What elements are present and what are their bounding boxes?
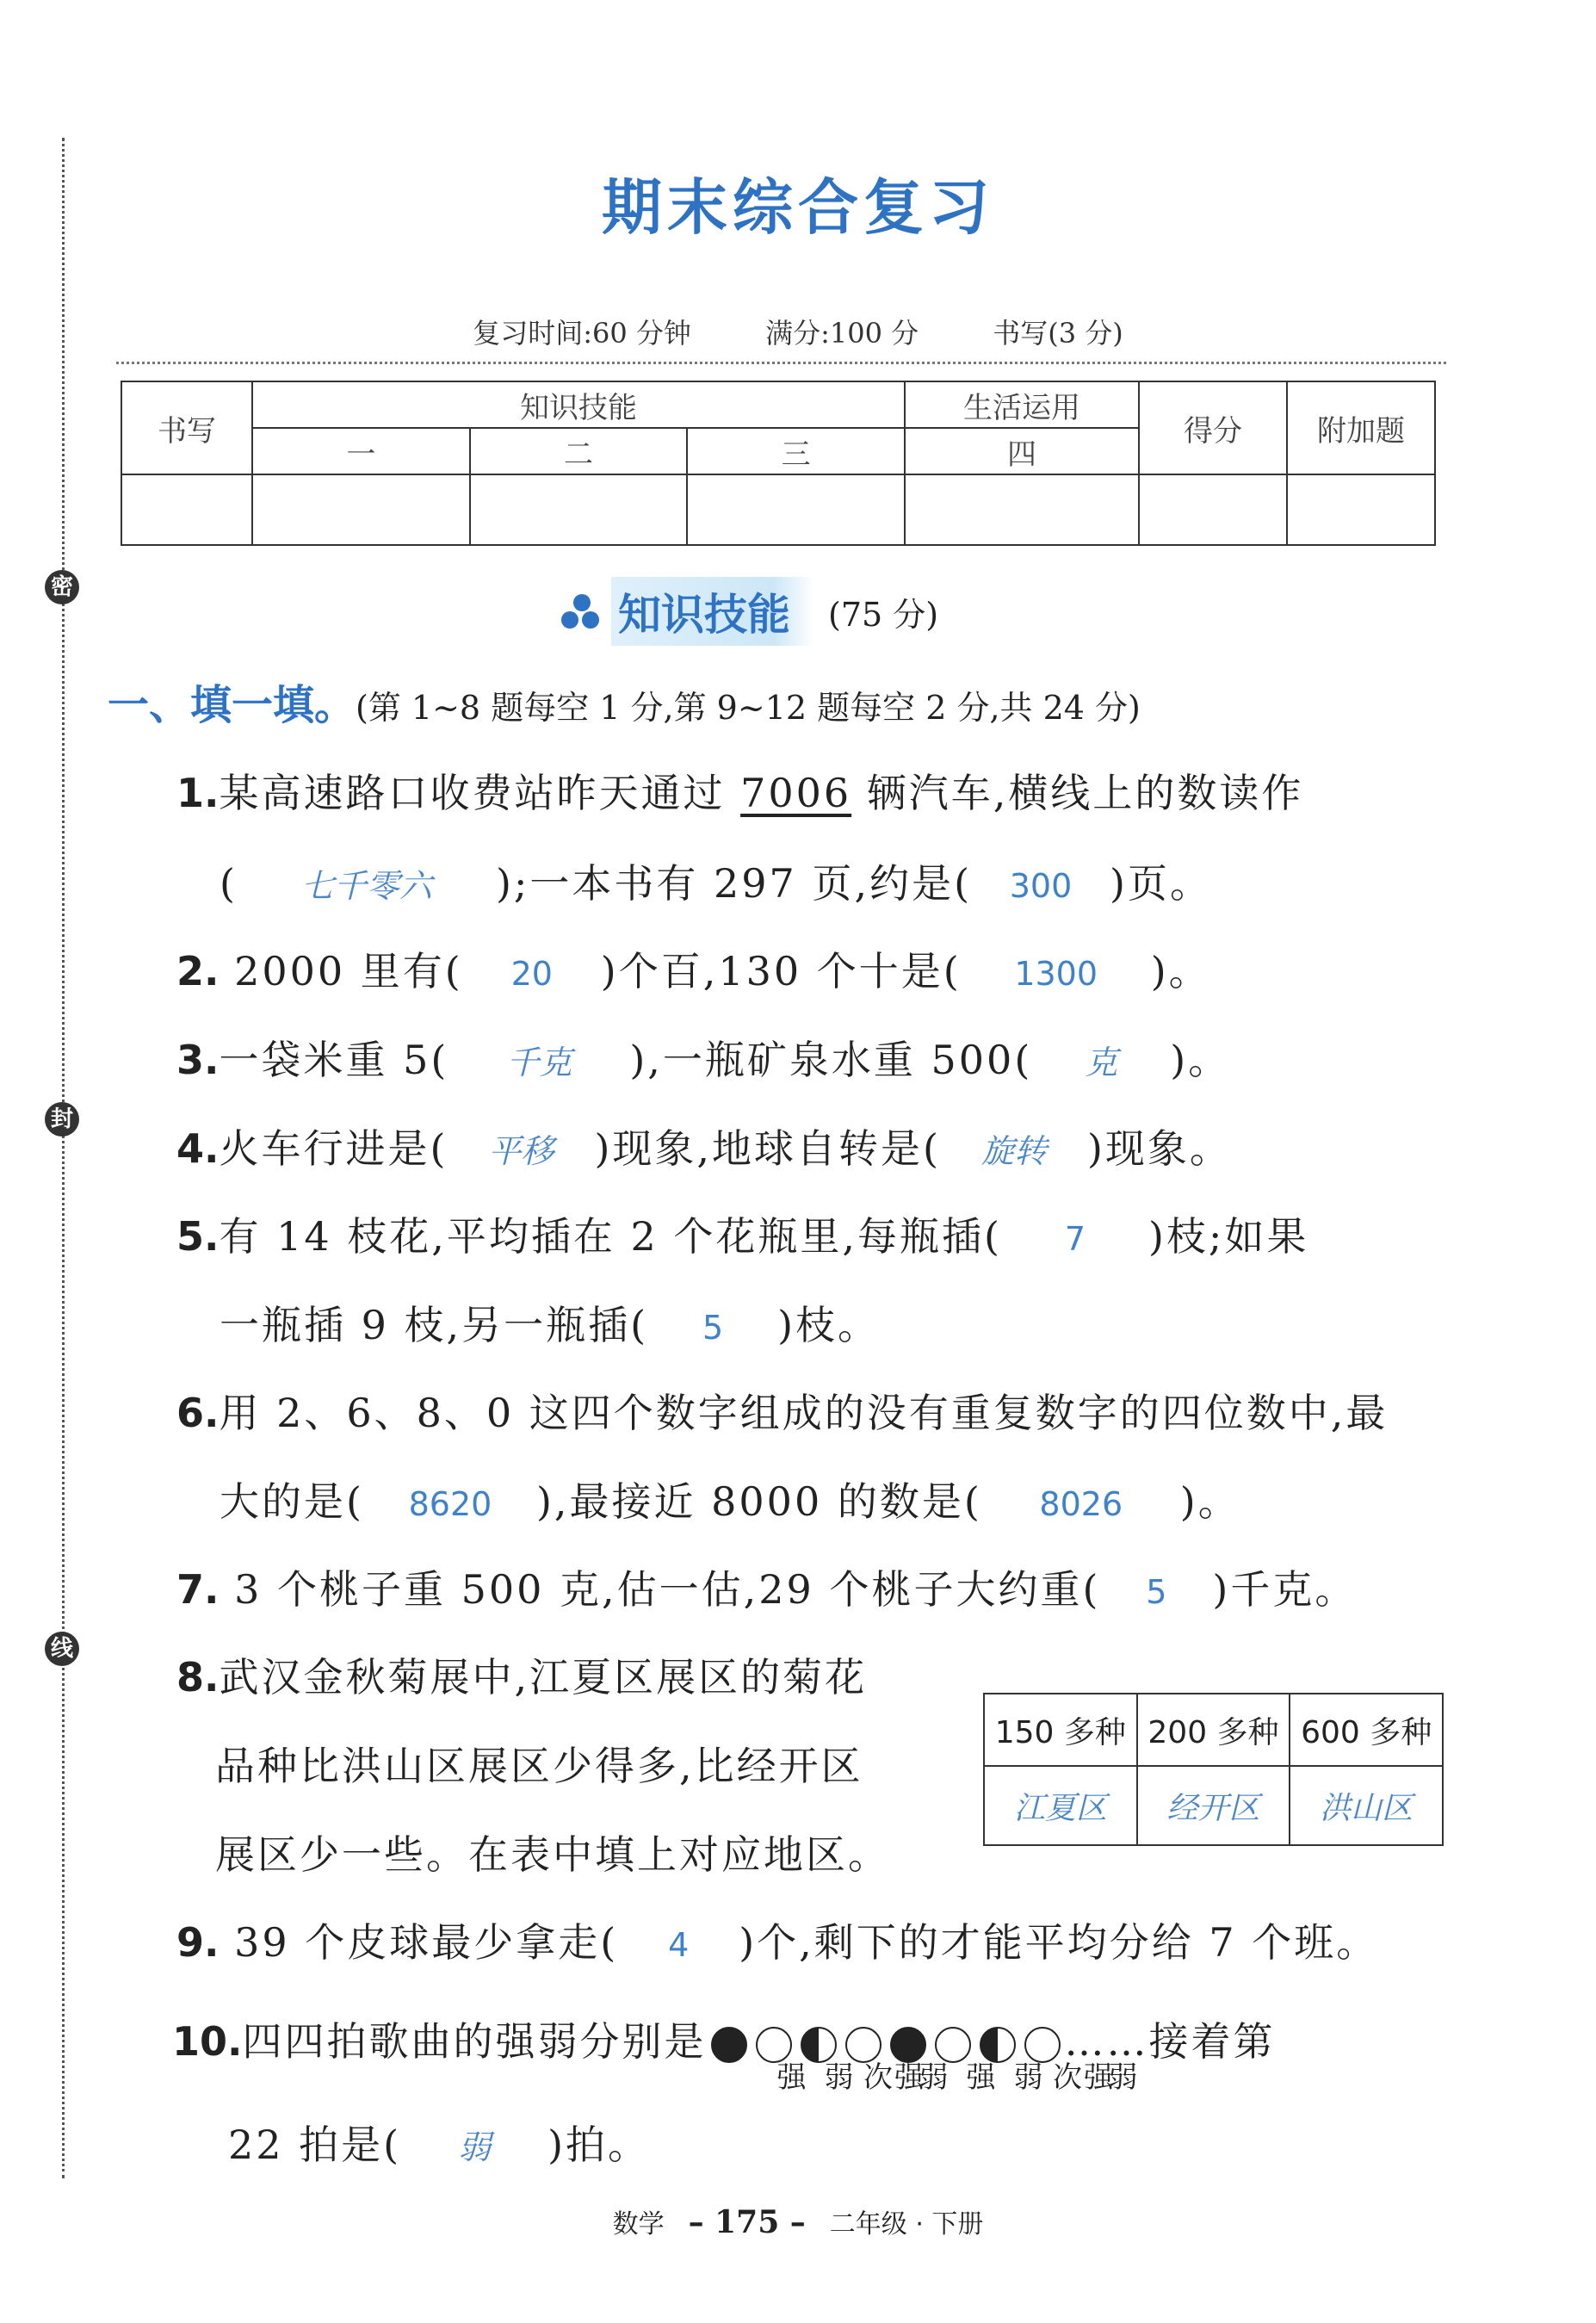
page-title: 期末综合复习 [602, 171, 994, 243]
underlined-number: 7006 [740, 770, 852, 816]
district-answer: 经开区 [1137, 1766, 1290, 1845]
section-heading [560, 581, 938, 641]
score-col-knowledge: 知识技能 [252, 381, 905, 428]
binding-dotted-line [62, 138, 65, 2178]
beat-labels [769, 2054, 1148, 2096]
question-5-line-2: 一瓶插 9 枝,另一瓶插( 5 )枝。 [220, 1302, 881, 1348]
answer-blank: 平移 [488, 1132, 554, 1170]
question-6-line-2: 大的是( 8620 ),最接近 8000 的数是( 8026 )。 [220, 1478, 1240, 1525]
answer-blank: 300 [1009, 867, 1073, 905]
beat-label: 次强 [863, 2060, 925, 2095]
score-part-1: 一 [252, 428, 470, 474]
question-8: 8.武汉金秋菊展中,江夏区展区的菊花 [176, 1654, 868, 1700]
score-part-3: 三 [687, 428, 905, 474]
answer-blank: 8620 [408, 1485, 492, 1523]
question-10: 10.四四拍歌曲的强弱分别是 ……接着第 [172, 2018, 1276, 2065]
answer-blank: 5 [702, 1309, 724, 1347]
district-count: 200 多种 [1137, 1694, 1290, 1766]
answer-blank: 弱 [458, 2128, 492, 2166]
score-col-life: 生活运用 [905, 381, 1139, 428]
section-title: 知识技能 [611, 577, 814, 646]
score-col-bonus: 附加题 [1287, 381, 1435, 474]
answer-blank: 克 [1085, 1044, 1118, 1081]
part-label: 一、填一填。 [108, 681, 356, 729]
dots-icon [560, 591, 601, 632]
question-8-line-3: 展区少一些。在表中填上对应地区。 [215, 1831, 890, 1878]
beat-label: 强 [776, 2060, 808, 2095]
exam-writing-score: 书写(3 分) [993, 317, 1123, 350]
footer-subject: 数学 [612, 2209, 665, 2239]
score-cell [905, 474, 1139, 545]
page-footer [0, 2202, 1596, 2240]
score-col-total: 得分 [1139, 381, 1287, 474]
score-table [121, 381, 1436, 546]
score-cell [252, 474, 470, 545]
score-part-4: 四 [905, 428, 1139, 474]
district-answer: 洪山区 [1290, 1766, 1443, 1845]
district-count: 600 多种 [1290, 1694, 1443, 1766]
score-cell [1287, 474, 1435, 545]
exam-meta [0, 312, 1596, 351]
answer-blank: 20 [510, 955, 553, 993]
score-col-writing: 书写 [121, 381, 252, 474]
question-4: 4.火车行进是( 平移 )现象,地球自转是( 旋转 )现象。 [176, 1125, 1232, 1172]
part-heading [108, 672, 1141, 731]
strong-beat-circle [711, 2027, 747, 2063]
beat-label: 弱 [919, 2060, 950, 2095]
beat-label: 强 [966, 2060, 998, 2095]
score-cell [687, 474, 905, 545]
page-number: – 175 – [688, 2204, 806, 2240]
footer-grade: 二年级 · 下册 [829, 2209, 984, 2239]
answer-blank: 1300 [1014, 955, 1098, 993]
question-3: 3.一袋米重 5( 千克 ),一瓶矿泉水重 500( 克 )。 [176, 1037, 1231, 1083]
beat-label: 弱 [824, 2060, 856, 2095]
section-score: (75 分) [828, 595, 939, 634]
district-count: 150 多种 [984, 1694, 1137, 1766]
answer-blank: 5 [1146, 1573, 1167, 1611]
score-part-2: 二 [470, 428, 688, 474]
question-1-line-2: ( 七千零六 );一本书有 297 页,约是( 300 )页。 [220, 860, 1212, 907]
district-table [983, 1693, 1444, 1846]
question-6: 6.用 2、6、8、0 这四个数字组成的没有重复数字的四位数中,最 [176, 1390, 1389, 1436]
question-9: 9. 39 个皮球最少拿走( 4 )个,剩下的才能平均分给 7 个班。 [176, 1919, 1379, 1966]
answer-blank: 7 [1064, 1220, 1086, 1258]
question-2: 2. 2000 里有( 20 )个百,130 个十是( 1300 )。 [176, 948, 1211, 994]
answer-blank: 8026 [1039, 1485, 1123, 1523]
exam-full-score: 满分:100 分 [765, 317, 919, 350]
binding-mark-mi: 密 [45, 570, 79, 604]
part-note: (第 1~8 题每空 1 分,第 9~12 题每空 2 分,共 24 分) [356, 689, 1141, 727]
score-cell [121, 474, 252, 545]
header-divider [116, 362, 1446, 364]
answer-blank: 旋转 [980, 1132, 1047, 1170]
binding-mark-xian: 线 [45, 1632, 79, 1666]
district-answer: 江夏区 [984, 1766, 1137, 1845]
exam-time: 复习时间:60 分钟 [473, 317, 691, 350]
question-1: 1.某高速路口收费站昨天通过 7006 辆汽车,横线上的数读作 [176, 770, 1304, 816]
beat-label: 次强 [1053, 2060, 1115, 2095]
answer-blank: 七千零六 [300, 867, 432, 905]
question-5: 5.有 14 枝花,平均插在 2 个花瓶里,每瓶插( 7 )枝;如果 [176, 1213, 1309, 1260]
score-cell [1139, 474, 1287, 545]
answer-blank: 千克 [506, 1044, 572, 1081]
question-10-line-2: 22 拍是( 弱 )拍。 [228, 2122, 651, 2168]
beat-label: 弱 [1013, 2060, 1045, 2095]
question-8-line-2: 品种比洪山区展区少得多,比经开区 [215, 1743, 863, 1789]
question-7: 7. 3 个桃子重 500 克,估一估,29 个桃子大约重( 5 )千克。 [176, 1566, 1358, 1613]
score-cell [470, 474, 688, 545]
answer-blank: 4 [668, 1926, 690, 1964]
beat-label: 弱 [1108, 2060, 1140, 2095]
binding-mark-feng: 封 [45, 1102, 79, 1137]
